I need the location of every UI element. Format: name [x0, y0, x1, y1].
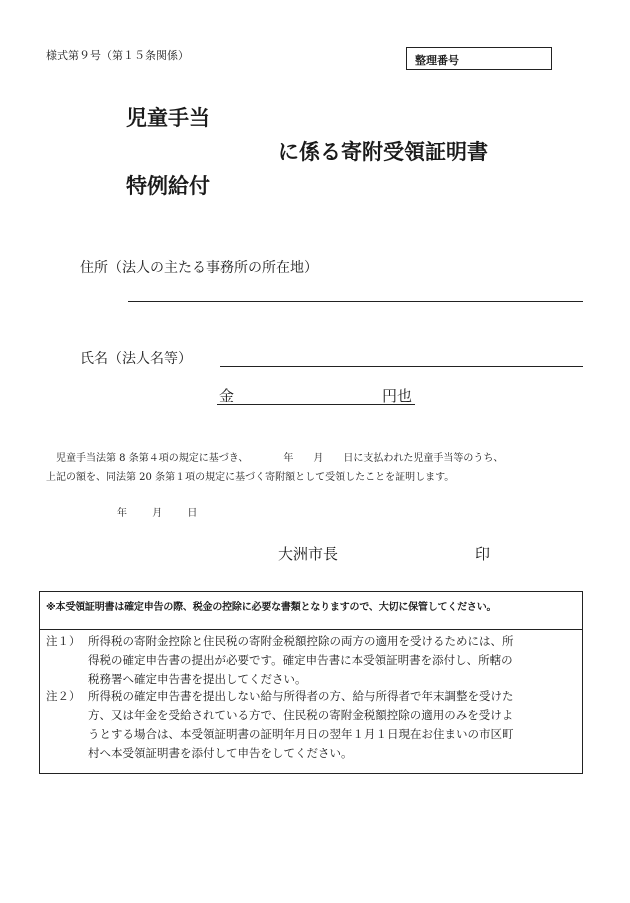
name-field[interactable] — [220, 366, 583, 367]
certification-line-2: 上記の額を、同法第 20 条第１項の規定に基づく寄附額として受領したことを証明します。 — [46, 472, 455, 483]
note-2-text — [88, 687, 514, 763]
note-2-line: うとする場合は、本受領証明書の証明年月日の翌年１月１日現在お住まいの市区町 — [88, 727, 514, 741]
issue-date — [117, 504, 219, 519]
address-field[interactable] — [128, 301, 583, 302]
amount-field[interactable] — [217, 404, 415, 405]
certification-text — [46, 449, 596, 487]
form-number: 様式第９号（第１５条関係） — [46, 49, 189, 62]
title-special-benefit: 特例給付 — [126, 174, 210, 198]
amount-suffix: 円也 — [382, 387, 413, 405]
date-day: 日 — [187, 508, 198, 519]
note-1-line: 得税の確定申告書の提出が必要です。確定申告書に本受領証明書を添付し、所轄の — [88, 653, 513, 667]
note-1-line: 所得税の寄附金控除と住民税の寄附金税額控除の両方の適用を受けるためには、所 — [88, 634, 514, 648]
title-certificate: に係る寄附受領証明書 — [278, 140, 488, 164]
seal-mark: 印 — [475, 545, 491, 563]
notes-box — [39, 591, 583, 774]
notes-header — [40, 592, 582, 630]
name-label: 氏名（法人名等） — [80, 351, 192, 367]
note-2-line: 所得税の確定申告書を提出しない給与所得者の方、給与所得者で年末調整を受けた — [88, 689, 514, 703]
date-year: 年 — [117, 508, 127, 519]
title-child-allowance: 児童手当 — [126, 106, 210, 130]
reference-number-label: 整理番号 — [415, 54, 459, 67]
note-1-text — [88, 632, 514, 689]
note-1-line: 税務署へ確定申告書を提出してください。 — [88, 672, 307, 686]
note-2-label: 注２） — [46, 689, 81, 703]
date-month: 月 — [152, 508, 163, 519]
note-2-line: 村へ本受領証明書を添付して申告をしてください。 — [88, 746, 353, 760]
issuer-mayor: 大洲市長 — [278, 545, 339, 563]
notes-header-text: ※本受領証明書は確定申告の際、税金の控除に必要な書類となりますので、大切に保管してください。 — [46, 602, 497, 613]
note-2-line: 方、又は年金を受給されている方で、住民税の寄附金税額控除の適用のみを受けよ — [88, 708, 514, 722]
certification-line-1: 児童手当法第 8 条第４項の規定に基づき、 年 月 日に支払われた児童手当等のうち、 — [46, 453, 504, 464]
amount-prefix: 金 — [219, 387, 235, 405]
note-1-label: 注１） — [46, 634, 81, 648]
address-label: 住所（法人の主たる事務所の所在地） — [80, 260, 318, 276]
reference-number-box[interactable] — [406, 47, 552, 70]
